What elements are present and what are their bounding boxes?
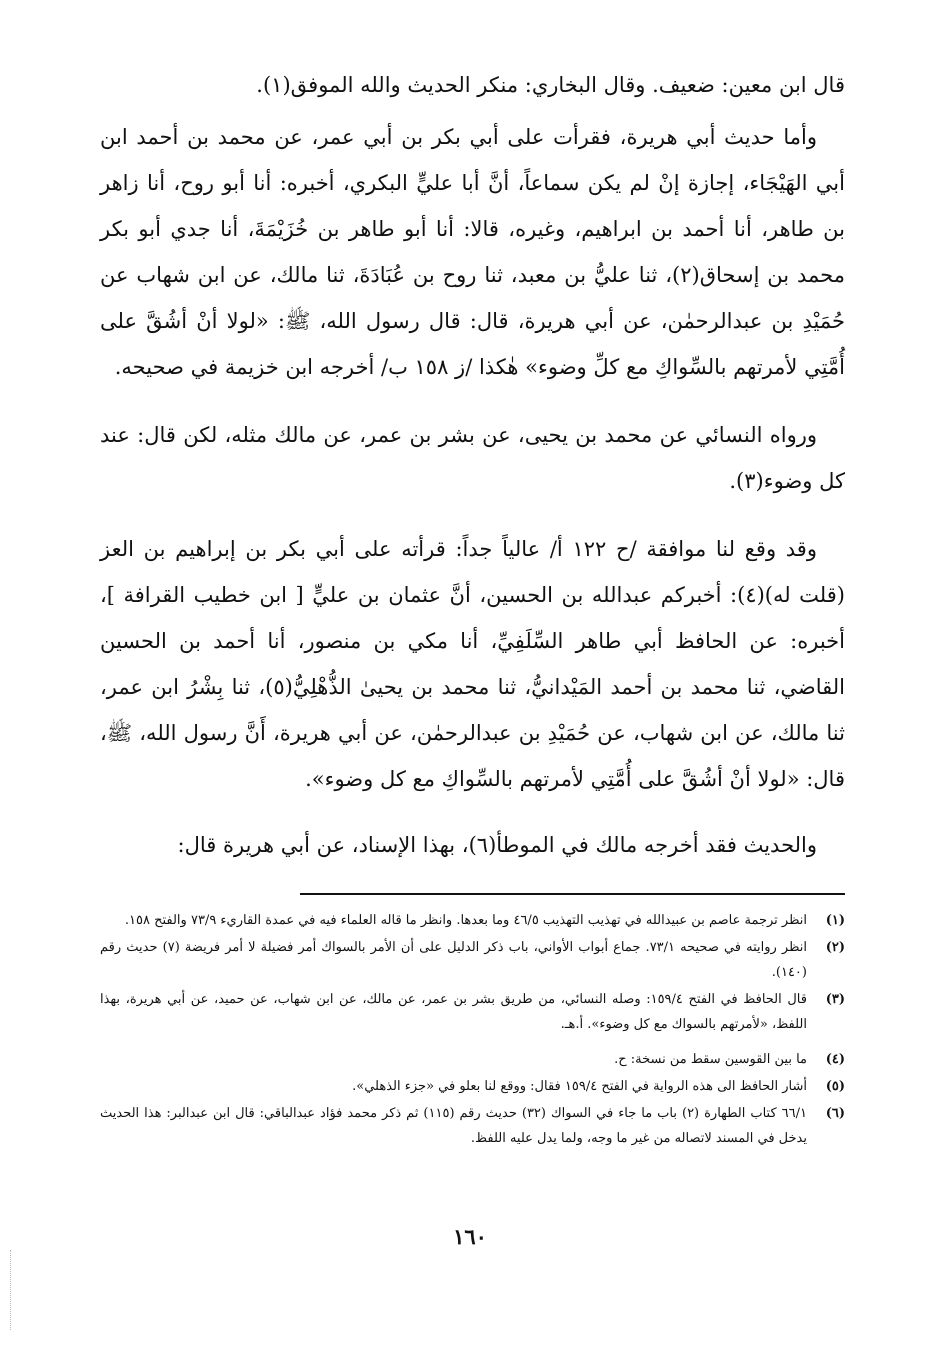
footnote-number: (١) xyxy=(825,913,845,928)
footnote-6 xyxy=(100,1101,845,1151)
footnote-text: انظر ترجمة عاصم بن عبيدالله في تهذيب التهذيب ٤٦/٥ وما بعدها. وانظر ما قاله العلماء فيه في عمدة القاريء ٧٣/٩ والفتح ١٥٨. xyxy=(124,913,807,928)
footnote-number: (٥) xyxy=(825,1079,845,1094)
footnote-5 xyxy=(100,1074,845,1099)
footnotes xyxy=(100,908,845,1153)
main-text xyxy=(100,62,845,868)
paragraph-4: وقد وقع لنا موافقة /ح ١٢٢ أ/ عالياً جداً: قرأته على أبي بكر بن إبراهيم بن العز (قلت له)(٤): أخبركم عبدالله بن الحسين، أنَّ عثمان بن عليٍّ [ ابن خطيب القرافة ]، أخبره: عن الحافظ أبي طاهر السِّلَفِيِّ، أنا مكي بن منصور، أنا أحمد بن الحسين القاضي، ثنا محمد بن أحمد المَيْدانيُّ، ثنا محمد بن يحيىٰ الذُّهْلِيُّ(٥)، ثنا بِشْرُ ابن عمر، ثنا مالك، عن ابن شهاب، عن حُمَيْدِ بن عبدالرحمٰن، عن أبي هريرة، أَنَّ رسول الله، ﷺ، قال: «لولا أنْ أشُقَّ على أُمَّتِي لأمرتهم بالسِّواكِ مع كل وضوء». xyxy=(100,537,845,791)
paragraph-1: قال ابن معين: ضعيف. وقال البخاري: منكر الحديث والله الموفق(١). xyxy=(256,73,845,97)
footnote-number: (٢) xyxy=(825,940,845,955)
footnote-number: (٦) xyxy=(825,1106,845,1121)
footnote-2 xyxy=(100,935,845,985)
footnote-1 xyxy=(100,908,845,933)
footnote-text: أشار الحافظ الى هذه الرواية في الفتح ١٥٩/٤ فقال: ووقع لنا بعلو في «جزء الذهلي». xyxy=(352,1079,807,1094)
page-number: ١٦٠ xyxy=(453,1224,487,1249)
paragraph-2: وأما حديث أبي هريرة، فقرأت على أبي بكر بن أبي عمر، عن محمد بن أحمد ابن أبي الهَيْجَاء، إجازة إنْ لم يكن سماعاً، أنَّ أبا عليٍّ البكري، أخبره: أنا أبو روح، أنا زاهر بن طاهر، أنا أحمد بن ابراهيم، وغيره، قالا: أنا أبو طاهر بن خُزَيْمَةَ، أنا جدي أبو بكر محمد بن إسحاق(٢)، ثنا عليُّ بن معبد، ثنا روح بن عُبَادَةَ، ثنا مالك، عن ابن شهاب عن حُمَيْدِ بن عبدالرحمٰن، عن أبي هريرة، قال: قال رسول الله، ﷺ: «لولا أنْ أشُقَّ على أُمَّتِي لأمرتهم بالسِّواكِ مع كلِّ وضوء» هٰكذا /ز ١٥٨ ب/ أخرجه ابن خزيمة في صحيحه. xyxy=(100,125,845,379)
footnote-3 xyxy=(100,987,845,1037)
footnote-text: انظر روايته في صحيحه ٧٣/١. جماع أبواب الأواني، باب ذكر الدليل على أن الأمر بالسواك أمر فضيلة لا أمر فريضة (٧) حديث رقم (١٤٠). xyxy=(100,940,807,980)
footnote-number: (٣) xyxy=(825,992,845,1007)
paragraph-5: والحديث فقد أخرجه مالك في الموطأ(٦)، بهذا الإسناد، عن أبي هريرة قال: xyxy=(177,833,817,857)
footnote-text: ما بين القوسين سقط من نسخة: ح. xyxy=(614,1052,807,1067)
paragraph-3: ورواه النسائي عن محمد بن يحيى، عن بشر بن عمر، عن مالك مثله، لكن قال: عند كل وضوء(٣). xyxy=(100,423,845,493)
footnote-text: قال الحافظ في الفتح ١٥٩/٤: وصله النسائي، من طريق بشر بن عمر، عن مالك، عن ابن شهاب، عن حميد، عن أبي هريرة، بهذا اللفظ، «لأمرتهم بالسواك مع كل وضوء». أ.هـ. xyxy=(100,992,807,1032)
footnote-text: ٦٦/١ كتاب الطهارة (٢) باب ما جاء في السواك (٣٢) حديث رقم (١١٥) ثم ذكر محمد فؤاد عبدالباقي: قال ابن عبدالبر: هذا الحديث يدخل في المسند لاتصاله من غير ما وجه، ولما يدل عليه اللفظ. xyxy=(100,1106,807,1146)
footnote-number: (٤) xyxy=(825,1052,845,1067)
footnote-divider xyxy=(300,893,845,895)
footnote-4 xyxy=(100,1047,845,1072)
scan-margin-marks xyxy=(10,1250,25,1330)
